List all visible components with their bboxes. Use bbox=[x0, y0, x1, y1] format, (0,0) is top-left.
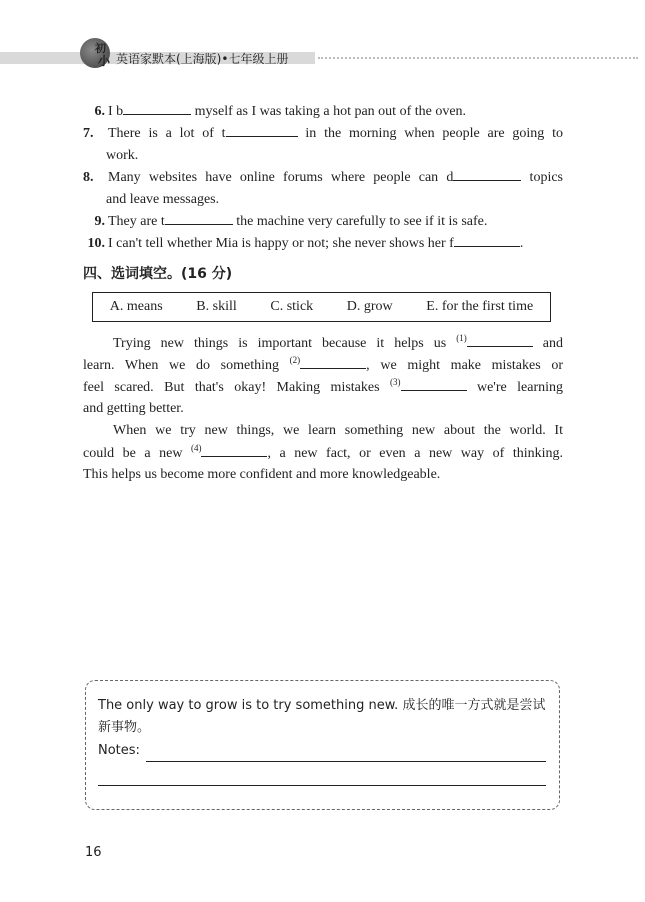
notes-line[interactable] bbox=[146, 761, 546, 762]
question-number: 7. bbox=[83, 126, 94, 141]
question-text-post: . bbox=[519, 236, 524, 251]
question-text-pre: Many websites have online forums where people can d bbox=[108, 170, 454, 185]
header-xiao-char: 小 bbox=[98, 54, 111, 68]
answer-blank-2[interactable] bbox=[300, 354, 366, 369]
word-bank bbox=[92, 292, 551, 322]
answer-blank-4[interactable] bbox=[201, 442, 267, 457]
word-option-e: E. for the first time bbox=[426, 299, 534, 314]
header-grade-char: 初 bbox=[95, 43, 106, 55]
passage-text: , we might make mistakes or bbox=[366, 358, 563, 373]
passage-line bbox=[83, 354, 563, 376]
passage-paragraph-1 bbox=[83, 332, 563, 420]
question-text-post: myself as I was taking a hot pan out of the oven. bbox=[191, 104, 467, 119]
passage-line bbox=[83, 332, 563, 354]
word-option-b: B. skill bbox=[196, 299, 237, 314]
passage-text: feel scared. But that's okay! Making mistakes bbox=[83, 380, 391, 395]
blank-marker: (4) bbox=[190, 443, 202, 453]
question-number: 8. bbox=[83, 170, 94, 185]
header-title: 英语家默本(上海版)•七年级上册 bbox=[116, 52, 289, 66]
passage-text: we're learning bbox=[466, 380, 564, 395]
question-text-cont: work. bbox=[106, 148, 139, 163]
word-option-d: D. grow bbox=[346, 299, 393, 314]
question-6 bbox=[83, 100, 563, 123]
passage-text: Trying new things is important because it helps us bbox=[113, 336, 457, 351]
question-text-pre: I b bbox=[108, 104, 124, 119]
page-header bbox=[0, 38, 645, 72]
answer-blank-3[interactable] bbox=[401, 376, 467, 391]
question-number: 10. bbox=[87, 236, 105, 251]
answer-blank[interactable] bbox=[165, 210, 233, 225]
passage-text: , a new fact, or even a new way of thinking. bbox=[267, 446, 563, 461]
header-dotted-rule bbox=[318, 57, 638, 59]
passage-text: learn. When we do something bbox=[83, 358, 290, 373]
answer-blank[interactable] bbox=[226, 122, 298, 137]
notes-label: Notes: bbox=[98, 743, 140, 758]
passage-line: When we try new things, we learn something new about the world. It bbox=[113, 423, 563, 438]
motto-text: The only way to grow is to try something new. 成长的唯一方式就是尝试新事物。 bbox=[98, 698, 546, 735]
question-9 bbox=[83, 210, 563, 233]
question-text-pre: There is a lot of t bbox=[108, 126, 226, 141]
question-text-pre: They are t bbox=[108, 214, 165, 229]
notes-line[interactable] bbox=[98, 785, 546, 786]
question-8 bbox=[83, 166, 563, 211]
page-number: 16 bbox=[85, 845, 102, 860]
question-text-post: the machine very carefully to see if it is safe. bbox=[232, 214, 488, 229]
blank-marker: (2) bbox=[289, 355, 301, 365]
passage-line bbox=[83, 376, 563, 398]
passage-line: and getting better. bbox=[83, 401, 184, 416]
passage-paragraph-2 bbox=[83, 420, 563, 486]
question-10 bbox=[83, 232, 563, 255]
answer-blank[interactable] bbox=[454, 232, 520, 247]
question-7 bbox=[83, 122, 563, 167]
section-title: 四、选词填空。(16 分) bbox=[83, 266, 233, 282]
question-text-post: in the morning when people are going to bbox=[297, 126, 563, 141]
question-text-post: topics bbox=[521, 170, 563, 185]
blank-marker: (1) bbox=[456, 333, 467, 343]
passage-text: could be a new bbox=[83, 446, 191, 461]
answer-blank[interactable] bbox=[453, 166, 521, 181]
passage-line: This helps us become more confident and more knowledgeable. bbox=[83, 467, 441, 482]
blank-marker: (3) bbox=[390, 377, 401, 387]
word-option-a: A. means bbox=[109, 299, 163, 314]
question-text-pre: I can't tell whether Mia is happy or not; she never shows her f bbox=[108, 236, 454, 251]
answer-blank-1[interactable] bbox=[467, 332, 533, 347]
question-text-cont: and leave messages. bbox=[106, 192, 220, 207]
notes-box bbox=[85, 680, 560, 810]
passage-text: and bbox=[532, 336, 563, 351]
passage-line bbox=[83, 442, 563, 464]
word-option-c: C. stick bbox=[270, 299, 314, 314]
question-number: 6. bbox=[94, 104, 105, 119]
question-number: 9. bbox=[94, 214, 105, 229]
answer-blank[interactable] bbox=[123, 100, 191, 115]
